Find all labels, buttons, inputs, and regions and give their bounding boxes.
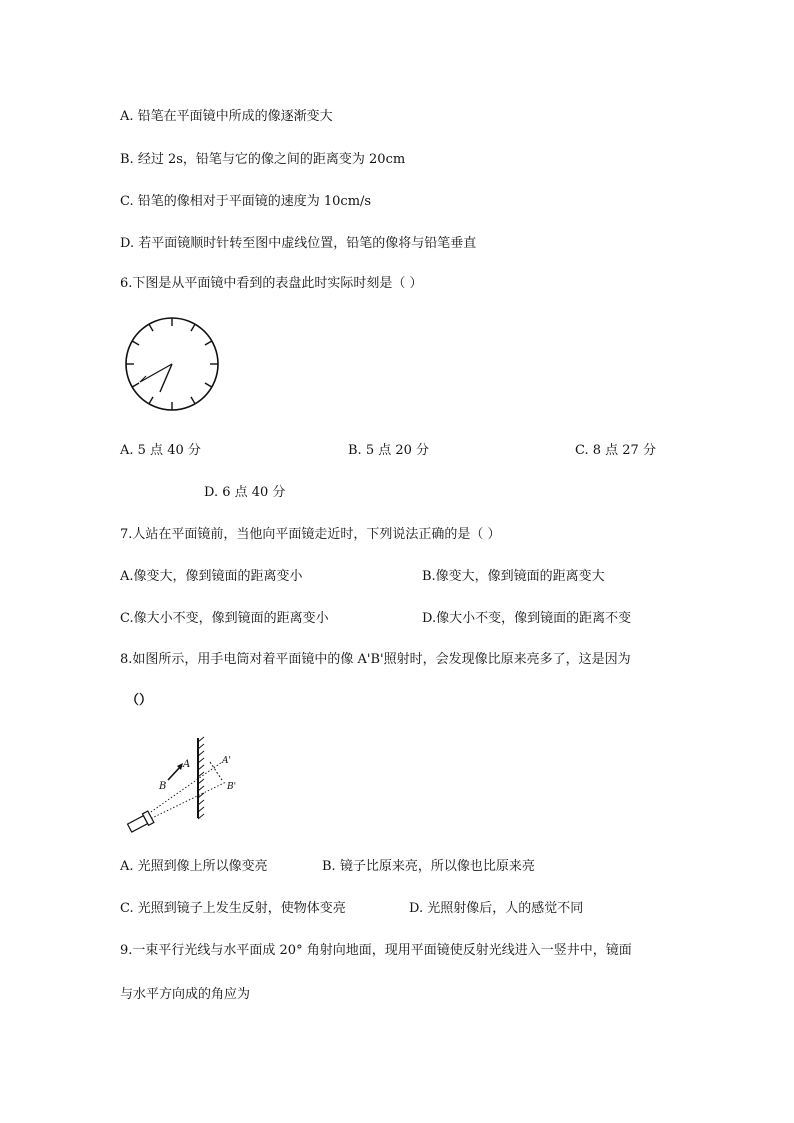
label-b: B xyxy=(159,781,167,792)
q5-option-d: D. 若平面镜顺时针转至图中虚线位置，铅笔的像将与铅笔垂直 xyxy=(120,236,477,251)
q6-option-b: B. 5 点 20 分 xyxy=(348,443,430,458)
object-ab xyxy=(168,766,181,780)
q7-stem: 7.人站在平面镜前，当他向平面镜走近时，下列说法正确的是（ ） xyxy=(120,527,501,542)
q7-option-b: B.像变大，像到镜面的距离变大 xyxy=(422,569,605,584)
q5-option-a: A. 铅笔在平面镜中所成的像逐渐变大 xyxy=(120,109,333,124)
flashlight-icon xyxy=(127,811,154,834)
q6-option-c: C. 8 点 27 分 xyxy=(575,443,656,458)
q8-option-b: B. 镜子比原来亮，所以像也比原来亮 xyxy=(322,859,535,874)
label-a: A xyxy=(183,759,191,770)
q9-stem: 9.一束平行光线与水平面成 20° 角射向地面，现用平面镜使反射光线进入一竖井中，镜面 xyxy=(120,943,632,958)
mirror-flashlight-figure xyxy=(128,736,258,836)
clock-hour-hand xyxy=(160,364,172,392)
q5-option-b: B. 经过 2s，铅笔与它的像之间的距离变为 20cm xyxy=(120,152,406,167)
q8-option-c: C. 光照到镜子上发生反射，使物体变亮 xyxy=(120,901,346,916)
q8-option-d: D. 光照射像后，人的感觉不同 xyxy=(409,901,584,916)
q8-option-a: A. 光照到像上所以像变亮 xyxy=(120,859,268,874)
q8-stem-continued: （） xyxy=(126,693,153,708)
q6-stem: 6.下图是从平面镜中看到的表盘此时实际时刻是（ ） xyxy=(120,276,423,291)
clock-face-figure xyxy=(124,316,220,412)
q9-stem-continued: 与水平方向成的角应为 xyxy=(120,987,251,1002)
q8-stem: 8.如图所示，用手电筒对着平面镜中的像 A'B'照射时，会发现像比原来亮多了，这是因为 xyxy=(120,652,631,667)
q7-option-a: A.像变大，像到镜面的距离变小 xyxy=(120,569,303,584)
label-b-prime: B' xyxy=(227,782,237,792)
q5-option-c: C. 铅笔的像相对于平面镜的速度为 10cm/s xyxy=(120,194,372,209)
q7-option-c: C.像大小不变，像到镜面的距离变小 xyxy=(120,611,329,626)
q6-option-a: A. 5 点 40 分 xyxy=(120,443,201,458)
label-a-prime: A' xyxy=(222,756,231,766)
q6-option-d: D. 6 点 40 分 xyxy=(204,485,286,500)
image-a-prime-b-prime xyxy=(210,762,222,780)
q7-option-d: D.像大小不变，像到镜面的距离不变 xyxy=(422,611,632,626)
clock-minute-hand xyxy=(140,364,172,382)
